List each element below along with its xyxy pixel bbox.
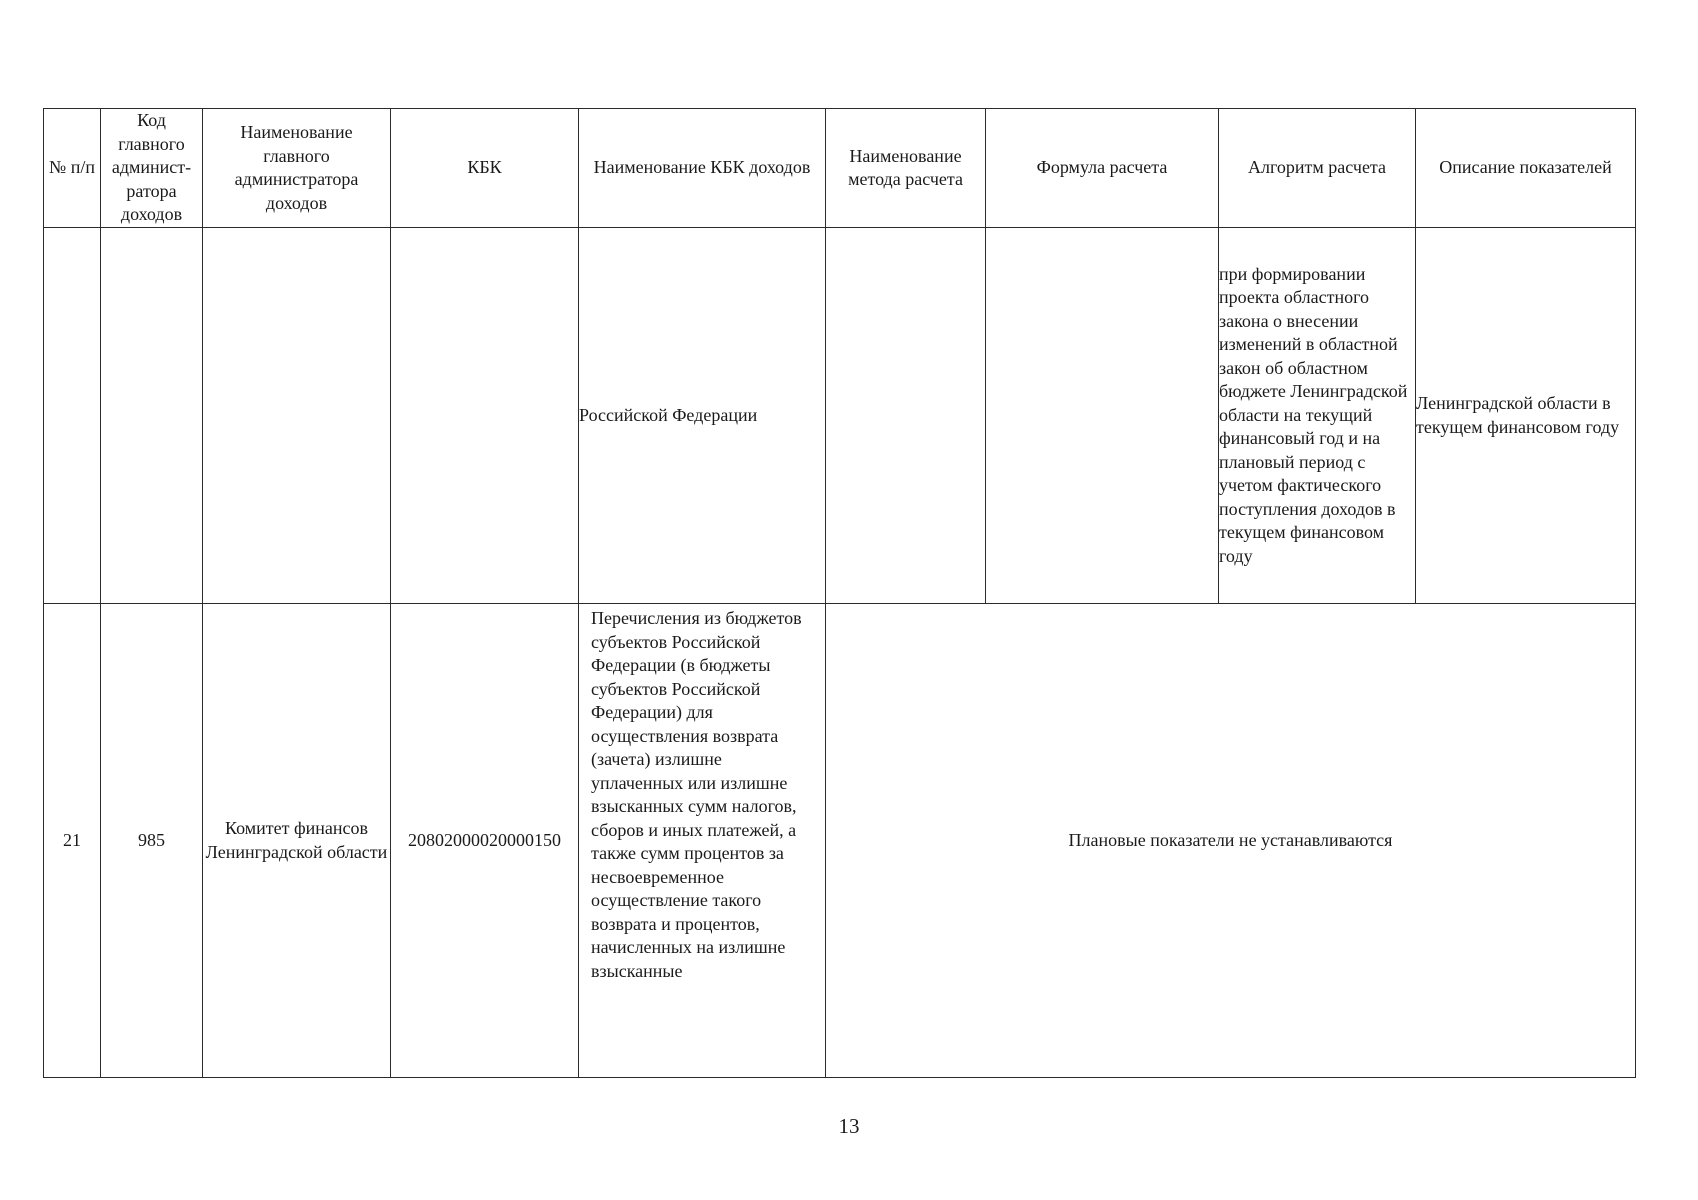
header-description: Описание показателей xyxy=(1416,109,1636,228)
cell-description: Ленинградской области в текущем финансовом году xyxy=(1416,228,1636,604)
header-admin-code: Код главного админист-ратора доходов xyxy=(101,109,203,228)
cell-number xyxy=(44,228,101,604)
header-number: № п/п xyxy=(44,109,101,228)
cell-merged-note: Плановые показатели не устанавливаются xyxy=(826,604,1636,1078)
cell-algorithm: при формировании проекта областного закона о внесении изменений в областной закон об областном бюджете Ленинградской области на текущий финансовый год и на плановый период с учетом фактического поступления доходов в текущем финансовом году xyxy=(1219,228,1416,604)
cell-admin-code xyxy=(101,228,203,604)
header-formula: Формула расчета xyxy=(986,109,1219,228)
cell-number: 21 xyxy=(44,604,101,1078)
table-row-continued xyxy=(44,228,1636,604)
cell-method-name xyxy=(826,228,986,604)
header-admin-name: Наименование главного администратора доходов xyxy=(203,109,391,228)
cell-admin-name xyxy=(203,228,391,604)
cell-admin-name: Комитет финансов Ленинградской области xyxy=(203,604,391,1078)
cell-kbk-name: Российской Федерации xyxy=(579,228,826,604)
methodology-table xyxy=(43,108,1636,1078)
cell-kbk: 20802000020000150 xyxy=(391,604,579,1078)
table-header-row xyxy=(44,109,1636,228)
header-algorithm: Алгоритм расчета xyxy=(1219,109,1416,228)
cell-formula xyxy=(986,228,1219,604)
page-number: 13 xyxy=(838,1114,860,1138)
header-kbk: КБК xyxy=(391,109,579,228)
cell-kbk-name: Перечисления из бюджетов субъектов Российской Федерации (в бюджеты субъектов Российской Федерации) для осуществления возврата (зачета) излишне уплаченных или излишне взысканных сумм налогов, сборов и иных платежей, а также сумм процентов за несвоевременное осуществление такого возврата и процентов, начисленных на излишне взысканные xyxy=(579,604,826,1078)
table-row-21 xyxy=(44,604,1636,1078)
header-kbk-name: Наименование КБК доходов xyxy=(579,109,826,228)
cell-admin-code: 985 xyxy=(101,604,203,1078)
header-method-name: Наименование метода расчета xyxy=(826,109,986,228)
cell-kbk xyxy=(391,228,579,604)
